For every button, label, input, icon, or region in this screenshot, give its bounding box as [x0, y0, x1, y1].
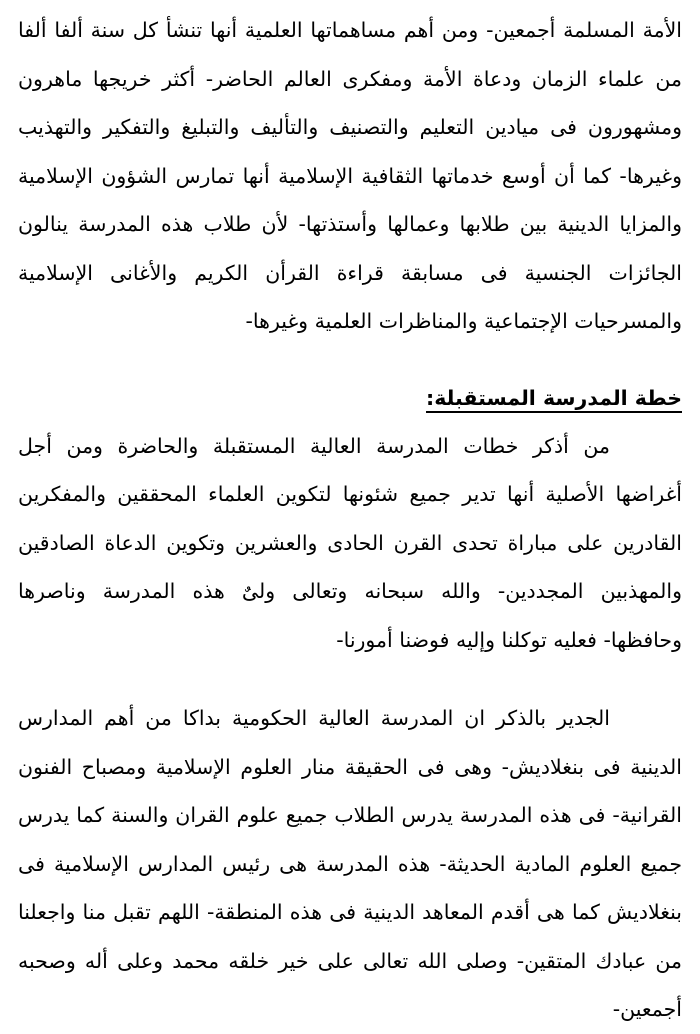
paragraph-madrasa-contributions: الأمة المسلمة أجمعين- ومن أهم مساهماتها العلمية أنها تنشأ كل سنة ألفا ألفا من علماء الزمان ودعاة الأمة ومفكرى العالم الحاضر- أكثر خريجها ماهرون ومشهورون فى ميادين التعليم والتصنيف والتأليف والتبليغ والتفكير والتهذيب وغيرها- كما أن أوسع خدماتها الثقافية الإسلامية أنها تمارس الشؤون الإسلامية والمزايا الدينية بين طلابها وعمالها وأستذتها- لأن طلاب هذه المدرسة ينالون الجائزات الجنسية فى مسابقة قراءة القرأن الكريم والأغانى الإسلامية والمسرحيات الإجتماعية والمناظرات العلمية وغيرها-: [18, 18, 682, 333]
paragraph-future-plan: من أذكر خطات المدرسة العالية المستقبلة والحاضرة ومن أجل أغراضها الأصلية أنها تدير جميع شئونها لتكوين العلماء المحققين والمفكرين القادرين على مباراة تحدى القرن الحادى والعشرين وتكوين الدعاة الصادقين والمهذبين المجددين- والله سبحانه وتعالى ولىٌ هذه المدرسة وناصرها وحافظها- فعليه توكلنا وإليه فوضنا أمورنا-: [18, 433, 682, 652]
paragraph-closing: الجدير بالذكر ان المدرسة العالية الحكومية بداكا من أهم المدارس الدينية فى بنغلاديش- وهى فى الحقيقة منار العلوم الإسلامية ومصباح الفنون القرانية- فى هذه المدرسة يدرس الطلاب جميع علوم القران والسنة كما يدرس جميع العلوم المادية الحديثة- هذه المدرسة هى رئيس المدارس الإسلامية فى بنغلاديش كما هى أقدم المعاهد الدينية فى هذه المنطقة- اللهم تقبل منا واجعلنا من عبادك المتقين- وصلى الله تعالى على خير خلقه محمد وعلى أله وصحبه أجمعين-: [18, 706, 682, 1021]
paragraph-spacer: [18, 664, 682, 694]
section-heading-future-plan: خطة المدرسة المستقبلة:: [426, 385, 682, 410]
paragraph-spacer: [18, 346, 682, 374]
